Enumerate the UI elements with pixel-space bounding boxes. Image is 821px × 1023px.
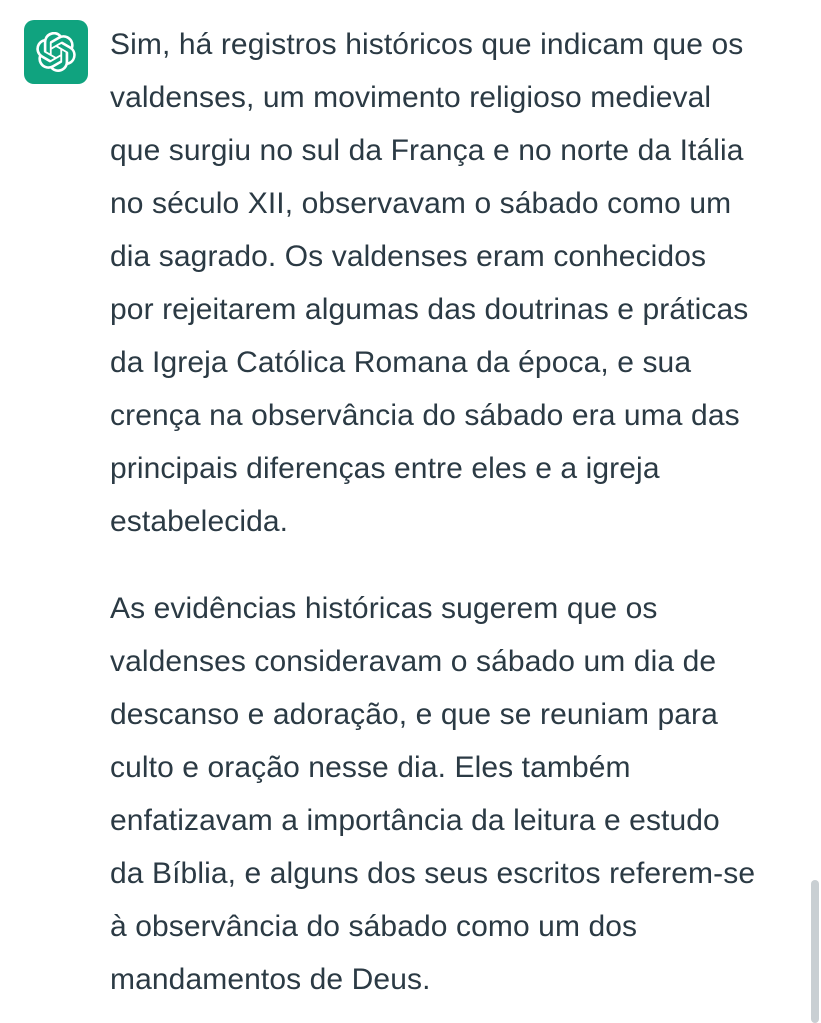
openai-logo-icon <box>36 32 76 72</box>
vertical-scrollbar-thumb[interactable] <box>811 880 819 1023</box>
assistant-message-body <box>110 18 793 1006</box>
message-paragraph: As evidências históricas sugerem que os valdenses consideravam o sábado um dia de descanso e adoração, e que se reuniam para culto e oração nesse dia. Eles também enfatizavam a importância da leitura e estudo da Bíblia, e alguns dos seus escritos referem-se à observância do sábado como um dos mandamentos de Deus. <box>110 592 756 996</box>
vertical-scrollbar-track[interactable] <box>809 0 821 1023</box>
message-paragraph: Sim, há registros históricos que indicam que os valdenses, um movimento religioso medieval que surgiu no sul da França e no norte da Itália no século XII, observavam o sábado como um dia sagrado. Os valdenses eram conhecidos por rejeitarem algumas das doutrinas e práticas da Igreja Católica Romana da época, e sua crença na observância do sábado era uma das principais diferenças entre eles e a igreja estabelecida. <box>110 28 749 538</box>
assistant-avatar <box>24 20 88 84</box>
